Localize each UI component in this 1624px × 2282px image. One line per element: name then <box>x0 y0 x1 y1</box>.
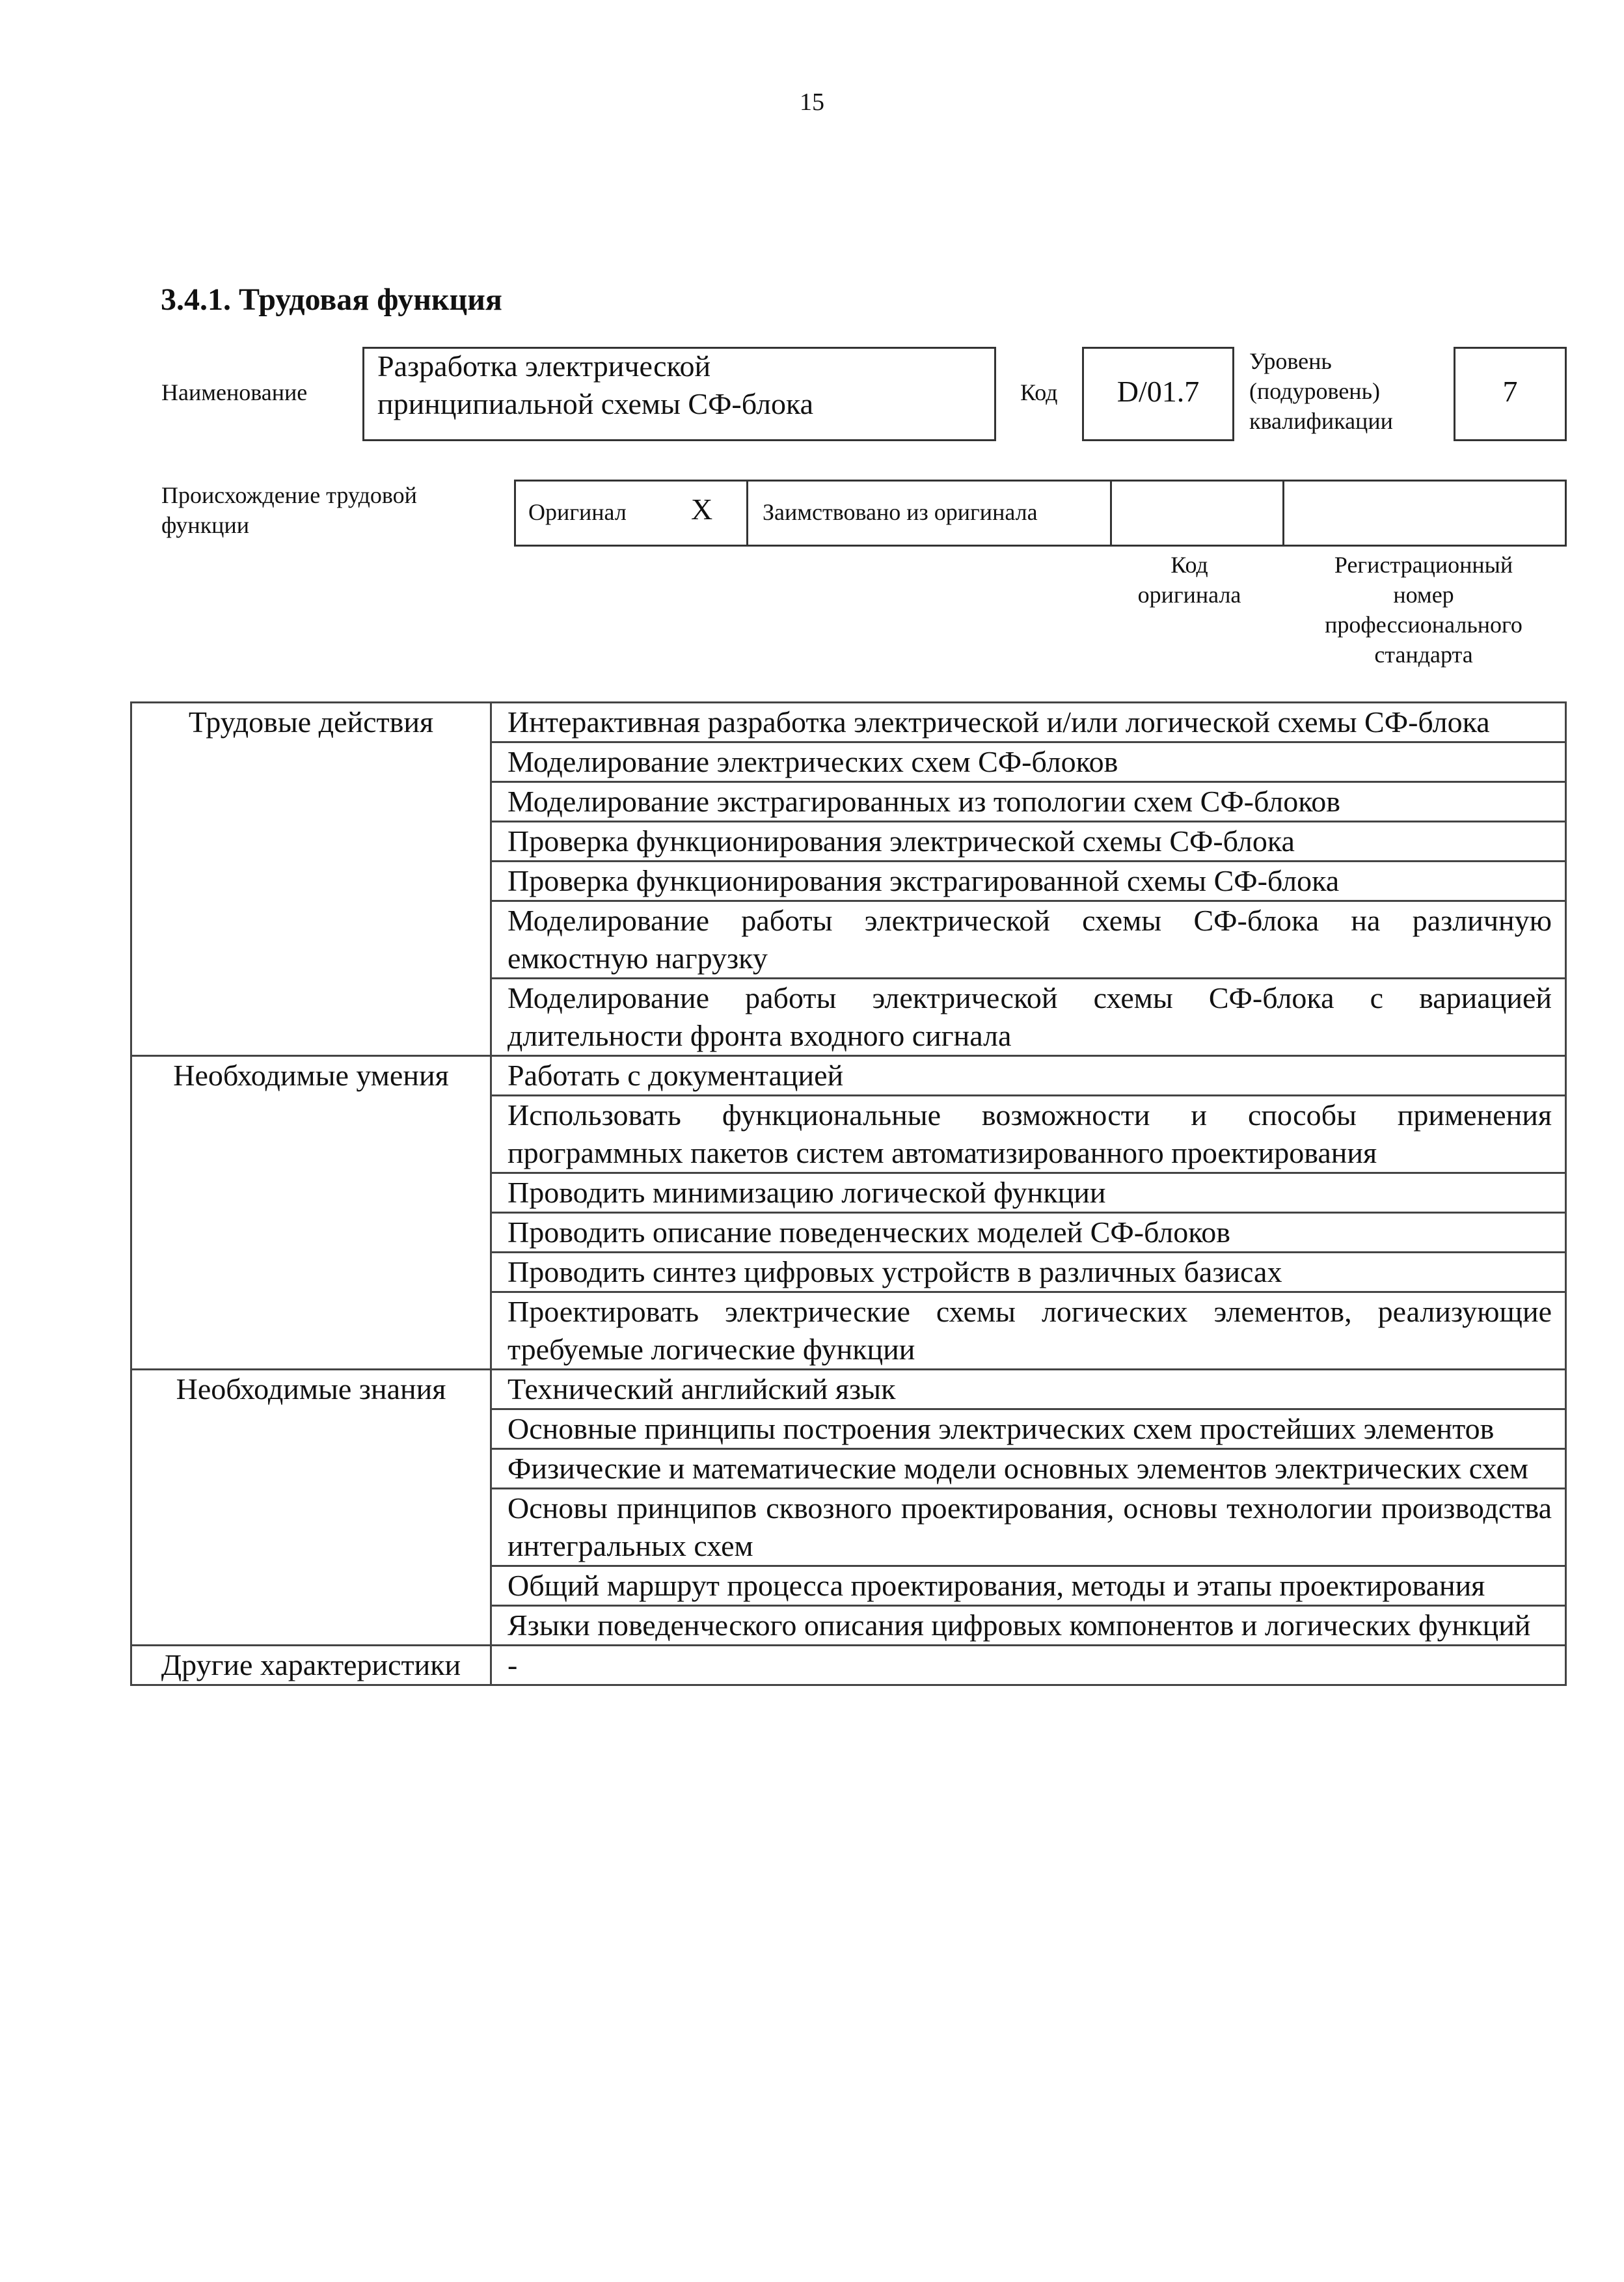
level-value: 7 <box>1502 375 1518 408</box>
table-cell: Общий маршрут процесса проектирования, методы и этапы проектирования <box>491 1566 1566 1606</box>
code-value: D/01.7 <box>1116 375 1200 408</box>
category-cell: Другие характеристики <box>131 1646 491 1685</box>
table-row <box>131 1370 1566 1409</box>
level-label-line1: Уровень <box>1249 348 1332 374</box>
level-label-line2: (подуровень) <box>1249 378 1380 404</box>
reg-number-caption-line4: стандарта <box>1374 642 1473 668</box>
origin-row <box>514 480 1567 547</box>
name-label: Наименование <box>161 379 308 405</box>
table-row <box>131 1056 1566 1096</box>
reg-number-caption <box>1280 550 1567 670</box>
original-code-caption <box>1115 550 1264 610</box>
section-title: 3.4.1. Трудовая функция <box>161 282 502 317</box>
code-label: Код <box>1020 379 1058 405</box>
table-row <box>131 1646 1566 1685</box>
reg-number-caption-line1: Регистрационный <box>1334 552 1513 578</box>
table-cell: Моделирование электрических схем СФ-блоков <box>491 742 1566 782</box>
table-cell: Моделирование работы электрической схемы СФ-блока с вариацией длительности фронта входного сигнала <box>491 979 1566 1056</box>
table-cell: Интерактивная разработка электрической и/или логической схемы СФ-блока <box>491 703 1566 742</box>
table-cell: Основные принципы построения электрических схем простейших элементов <box>491 1409 1566 1449</box>
reg-number-caption-line3: профессионального <box>1325 612 1522 638</box>
reg-number-caption-line2: номер <box>1393 582 1454 608</box>
table-cell: Использовать функциональные возможности и способы применения программных пакетов систем автоматизированного проектирования <box>491 1096 1566 1173</box>
table-cell: Основы принципов сквозного проектирования, основы технологии производства интегральных схем <box>491 1489 1566 1566</box>
origin-original-mark: X <box>691 493 713 526</box>
function-table <box>130 701 1567 1686</box>
origin-label-line2: функции <box>161 512 249 538</box>
table-cell: - <box>491 1646 1566 1685</box>
table-cell: Моделирование работы электрической схемы СФ-блока на различную емкостную нагрузку <box>491 901 1566 979</box>
table-cell: Физические и математические модели основных элементов электрических схем <box>491 1449 1566 1489</box>
original-code-caption-line1: Код <box>1171 552 1208 578</box>
function-name-line2: принципиальной схемы СФ-блока <box>377 387 814 420</box>
function-name-line1: Разработка электрической <box>377 349 711 383</box>
category-cell: Необходимые умения <box>131 1056 491 1370</box>
table-cell: Моделирование экстрагированных из топологии схем СФ-блоков <box>491 782 1566 822</box>
origin-label <box>161 480 417 540</box>
table-cell: Языки поведенческого описания цифровых компонентов и логических функций <box>491 1606 1566 1646</box>
category-cell: Трудовые действия <box>131 703 491 1056</box>
origin-divider <box>1282 482 1284 545</box>
origin-divider <box>746 482 748 545</box>
table-cell: Проводить синтез цифровых устройств в различных базисах <box>491 1253 1566 1292</box>
level-label <box>1249 346 1393 436</box>
table-row <box>131 703 1566 742</box>
page-number: 15 <box>800 88 824 116</box>
table-cell: Проводить минимизацию логической функции <box>491 1173 1566 1213</box>
table-cell: Работать с документацией <box>491 1056 1566 1096</box>
origin-label-line1: Происхождение трудовой <box>161 482 417 508</box>
table-cell: Проектировать электрические схемы логических элементов, реализующие требуемые логические функции <box>491 1292 1566 1370</box>
origin-original-label: Оригинал <box>528 499 627 525</box>
function-name <box>377 347 813 423</box>
level-label-line3: квалификации <box>1249 408 1393 434</box>
origin-borrowed-label: Заимствовано из оригинала <box>763 499 1038 525</box>
table-cell: Проверка функционирования электрической схемы СФ-блока <box>491 822 1566 862</box>
origin-divider <box>1110 482 1112 545</box>
original-code-caption-line2: оригинала <box>1137 582 1241 608</box>
table-cell: Технический английский язык <box>491 1370 1566 1409</box>
table-cell: Проводить описание поведенческих моделей СФ-блоков <box>491 1213 1566 1253</box>
category-cell: Необходимые знания <box>131 1370 491 1646</box>
table-cell: Проверка функционирования экстрагированной схемы СФ-блока <box>491 862 1566 901</box>
